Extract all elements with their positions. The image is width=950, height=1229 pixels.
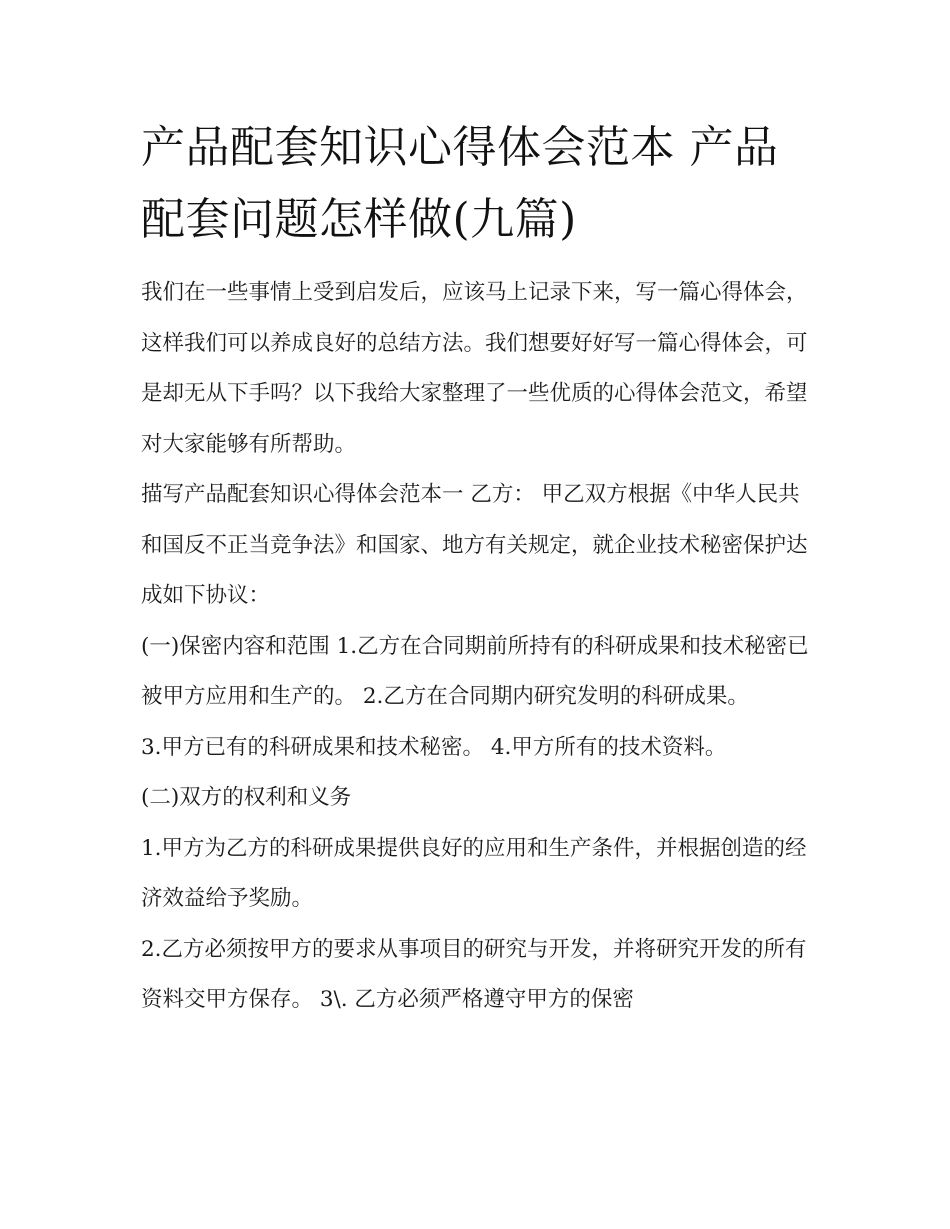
document-title: 产品配套知识心得体会范本 产品配套问题怎样做(九篇) [141, 122, 779, 245]
document-body [141, 112, 817, 1026]
paragraph-section-rights-heading: (二)双方的权利和义务 [141, 785, 352, 810]
paragraph-scope-items: 3.甲方已有的科研成果和技术秘密。 4.甲方所有的技术资料。 [141, 734, 727, 760]
paragraph-rights-item-2: 2.乙方必须按甲方的要求从事项目的研究与开发，并将研究开发的所有资料交甲方保存。 3\. 乙方必须严格遵守甲方的保密 [141, 936, 807, 1012]
paragraph-agreement-preamble: 描写产品配套知识心得体会范本一 乙方： 甲乙双方根据《中华人民共和国反不正当竞争法》和国家、地方有关规定，就企业技术秘密保护达成如下协议： [141, 482, 808, 608]
paragraph-confidential-scope: (一)保密内容和范围 1.乙方在合同期前所持有的科研成果和技术秘密已被甲方应用和生产的。 2.乙方在合同期内研究发明的科研成果。 [141, 633, 809, 709]
paragraph-rights-item-1: 1.甲方为乙方的科研成果提供良好的应用和生产条件，并根据创造的经济效益给予奖励。 [141, 835, 807, 911]
paragraph-intro: 我们在一些事情上受到启发后，应该马上记录下来，写一篇心得体会，这样我们可以养成良好的总结方法。我们想要好好写一篇心得体会，可是却无从下手吗？以下我给大家整理了一些优质的心得体会范文，希望对大家能够有所帮助。 [141, 280, 808, 457]
